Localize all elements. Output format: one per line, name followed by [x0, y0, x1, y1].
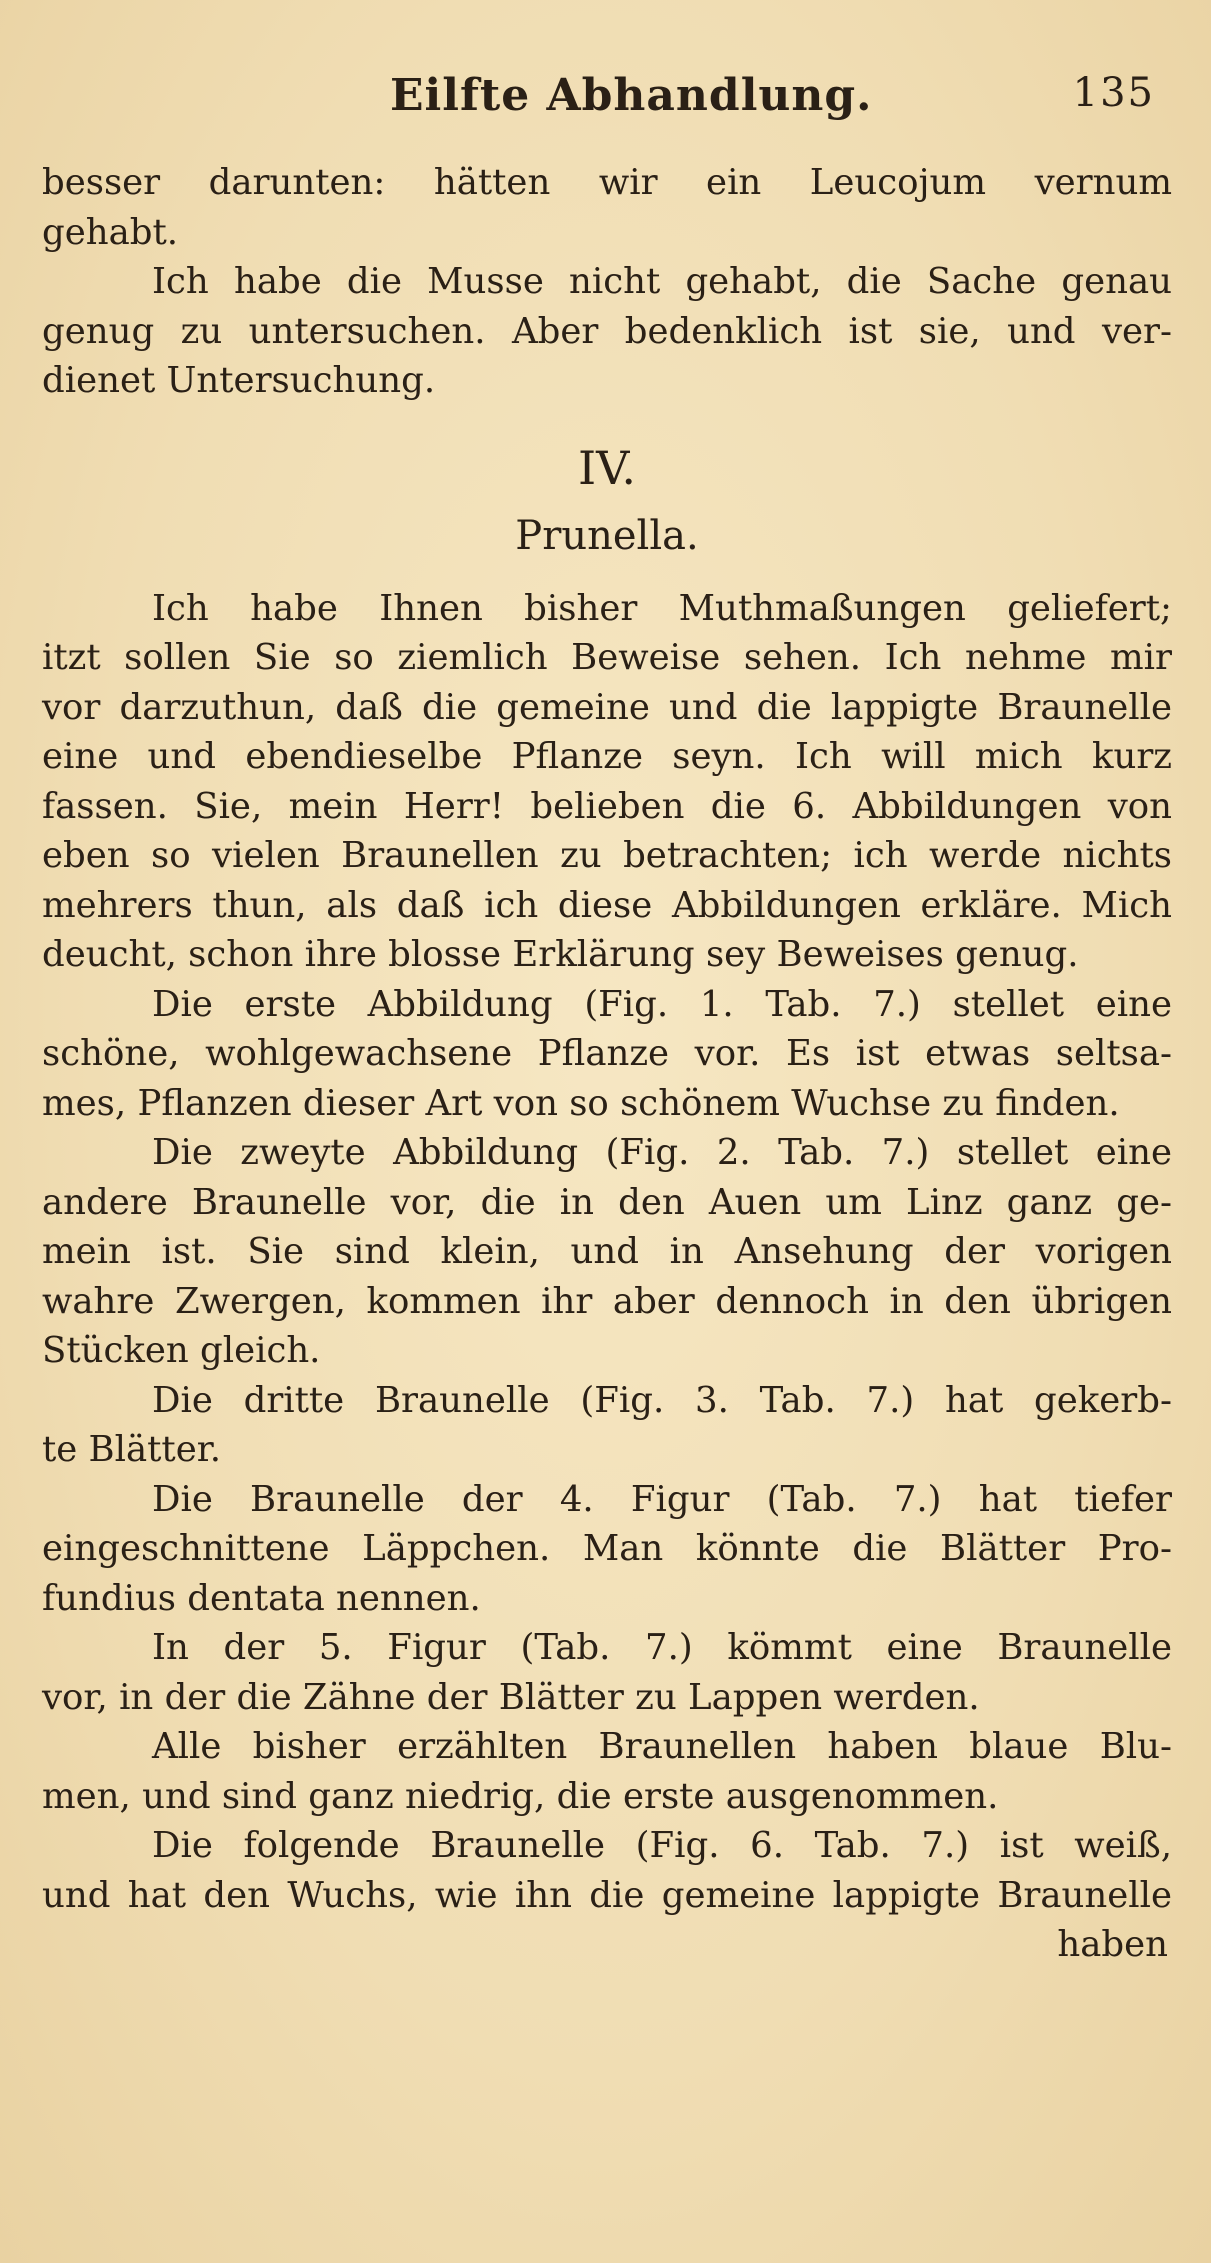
text-line: Ich habe die Musse nicht gehabt, die Sache genau: [152, 261, 1172, 302]
section-heading: Prunella.: [515, 512, 699, 559]
text-line: Die zweyte Abbildung (Fig. 2. Tab. 7.) stellet eine: [152, 1132, 1172, 1173]
text-line: fassen. Sie, mein Herr! belieben die 6. Abbildungen von: [42, 785, 1172, 827]
text-line: Ich habe Ihnen bisher Muthmaßungen geliefert;: [152, 587, 1172, 629]
text-line: In der 5. Figur (Tab. 7.) kömmt eine Braunelle: [152, 1627, 1172, 1668]
text-line: Die Braunelle der 4. Figur (Tab. 7.) hat tiefer: [152, 1478, 1172, 1520]
text-line: vor, in der die Zähne der Blätter zu Lappen werden.: [42, 1676, 980, 1718]
text-line: eingeschnittene Läppchen. Man könnte die Blätter Pro-: [42, 1528, 1172, 1569]
text-line: Die folgende Braunelle (Fig. 6. Tab. 7.) ist weiß,: [152, 1825, 1172, 1866]
text-line: te Blätter.: [42, 1429, 222, 1470]
text-line: mehrers thun, als daß ich diese Abbildungen erkläre. Mich: [42, 884, 1172, 926]
text-line: vor darzuthun, daß die gemeine und die lappigte Braunelle: [42, 686, 1172, 728]
page-header: [0, 62, 1211, 142]
text-line: mes, Pflanzen dieser Art von so schönem Wuchse zu finden.: [42, 1082, 1120, 1124]
text-line: mein ist. Sie sind klein, und in Ansehung der vorigen: [42, 1231, 1172, 1272]
text-line: itzt sollen Sie so ziemlich Beweise sehen. Ich nehme mir: [42, 637, 1172, 678]
text-line: fundius dentata nennen.: [42, 1577, 481, 1619]
text-line: Alle bisher erzählten Braunellen haben blaue Blu-: [152, 1726, 1172, 1767]
text-line: gehabt.: [42, 211, 179, 253]
text-line: besser darunten: hätten wir ein Leucojum vernum: [42, 162, 1172, 203]
text-line: deucht, schon ihre blosse Erklärung sey Beweises genug.: [42, 934, 1079, 975]
text-line: eine und ebendieselbe Pflanze seyn. Ich will mich kurz: [42, 736, 1172, 777]
text-line: genug zu untersuchen. Aber bedenklich ist sie, und ver-: [42, 310, 1172, 352]
text-line: eben so vielen Braunellen zu betrachten; ich werde nichts: [42, 835, 1172, 876]
catchword: haben: [1057, 1924, 1168, 1965]
text-line: men, und sind ganz niedrig, die erste ausgenommen.: [42, 1775, 999, 1817]
page-number: 135: [1072, 70, 1155, 116]
text-line: Die erste Abbildung (Fig. 1. Tab. 7.) stellet eine: [152, 983, 1172, 1025]
body-text: [42, 158, 1172, 1970]
text-line: schöne, wohlgewachsene Pflanze vor. Es ist etwas seltsa-: [42, 1033, 1172, 1074]
running-title: Eilfte Abhandlung.: [390, 70, 873, 121]
section-numeral: IV.: [578, 440, 636, 495]
text-line: andere Braunelle vor, die in den Auen um Linz ganz ge-: [42, 1181, 1172, 1223]
text-line: und hat den Wuchs, wie ihn die gemeine lappigte Braunelle: [42, 1874, 1172, 1916]
text-line: dienet Untersuchung.: [42, 360, 436, 401]
text-line: Stücken gleich.: [42, 1330, 321, 1371]
text-line: Die dritte Braunelle (Fig. 3. Tab. 7.) hat gekerb-: [152, 1379, 1172, 1421]
text-line: wahre Zwergen, kommen ihr aber dennoch in den übrigen: [42, 1280, 1172, 1322]
